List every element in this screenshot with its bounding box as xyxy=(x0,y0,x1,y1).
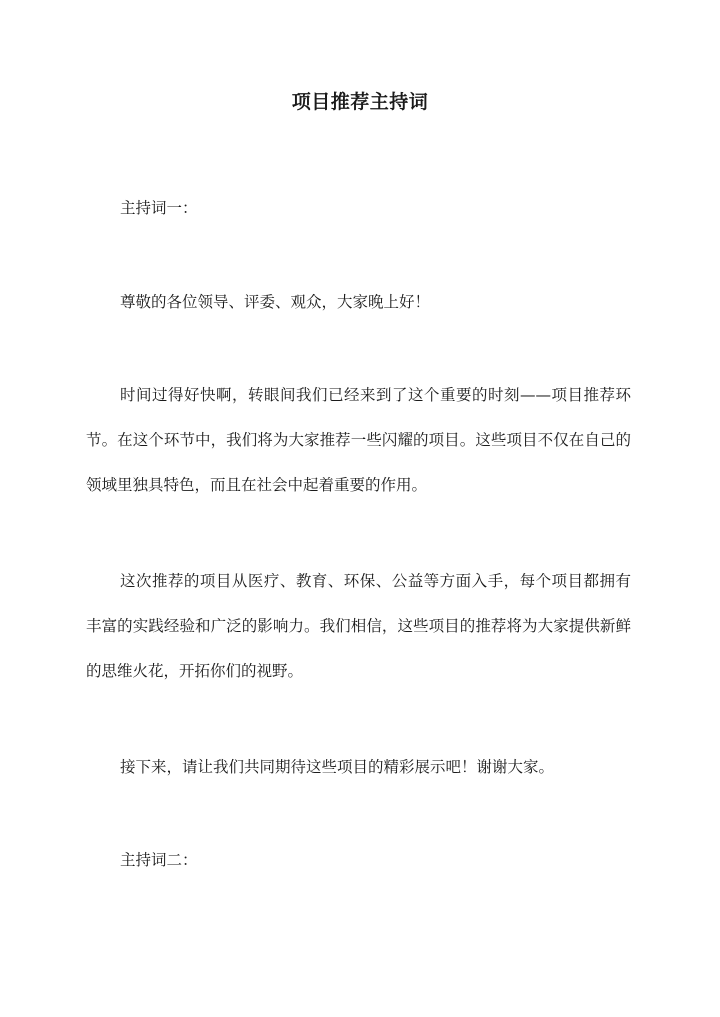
document-title: 项目推荐主持词 xyxy=(291,91,429,113)
paragraph-greeting-text: 尊敬的各位领导、评委、观众，大家晚上好！ xyxy=(120,293,431,311)
section-heading-1 xyxy=(86,186,631,231)
paragraph-projects xyxy=(86,559,631,694)
paragraph-intro-text: 时间过得好快啊，转眼间我们已经来到了这个重要的时刻——项目推荐环节。在这个环节中，我们将为大家推荐一些闪耀的项目。这些项目不仅在自己的领域里独具特色，而且在社会中起着重要的作用。 xyxy=(86,386,631,494)
section-heading-1-text: 主持词一： xyxy=(120,199,198,217)
paragraph-greeting xyxy=(86,280,631,325)
paragraph-intro xyxy=(86,373,631,508)
paragraph-closing-text: 接下来，请让我们共同期待这些项目的精彩展示吧！谢谢大家。 xyxy=(120,758,555,776)
paragraph-closing xyxy=(86,745,631,790)
paragraph-projects-text: 这次推荐的项目从医疗、教育、环保、公益等方面入手，每个项目都拥有丰富的实践经验和广泛的影响力。我们相信，这些项目的推荐将为大家提供新鲜的思维火花，开拓你们的视野。 xyxy=(86,572,631,680)
section-heading-2 xyxy=(86,838,631,883)
section-heading-2-text: 主持词二： xyxy=(120,851,198,869)
